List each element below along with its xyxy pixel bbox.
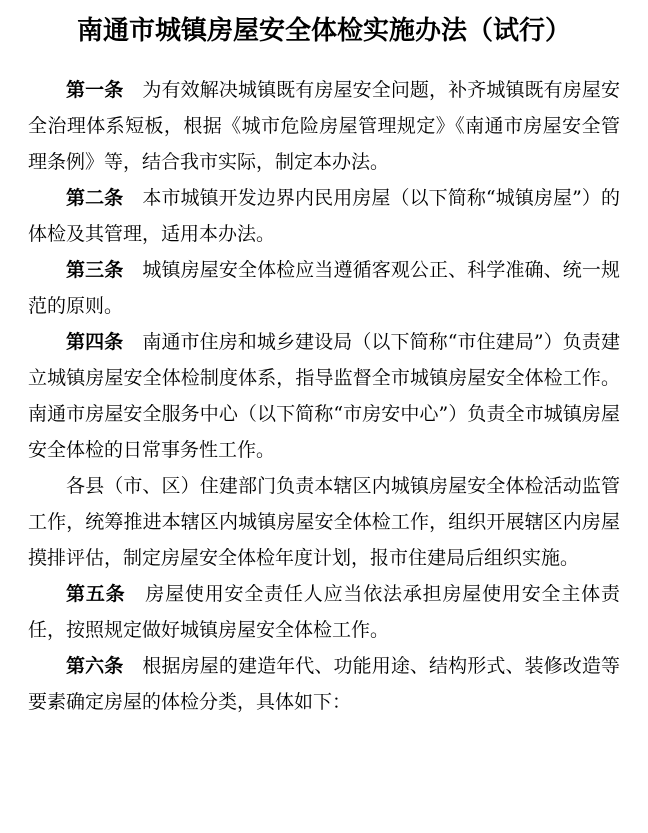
article-text-2: 本市城镇开发边界内民用房屋（以下简称“城镇房屋”）的体检及其管理，适用本办法。	[28, 187, 620, 245]
article-text-6: 房屋使用安全责任人应当依法承担房屋使用安全主体责任，按照规定做好城镇房屋安全体检工作。	[28, 583, 620, 641]
article-text-7: 根据房屋的建造年代、功能用途、结构形式、装修改造等要素确定房屋的体检分类，具体如下：	[28, 655, 620, 713]
paragraph-1	[28, 72, 620, 180]
paragraph-5	[28, 468, 620, 576]
paragraph-4	[28, 324, 620, 468]
article-label-4: 第四条	[66, 331, 124, 353]
article-text-5: 各县（市、区）住建部门负责本辖区内城镇房屋安全体检活动监管工作，统筹推进本辖区内城镇房屋安全体检工作，组织开展辖区内房屋摸排评估，制定房屋安全体检年度计划，报市住建局后组织实施。	[28, 475, 620, 569]
article-text-3: 城镇房屋安全体检应当遵循客观公正、科学准确、统一规范的原则。	[28, 259, 620, 317]
document-body	[28, 72, 620, 720]
article-label-3: 第三条	[66, 259, 124, 281]
paragraph-2	[28, 180, 620, 252]
paragraph-7	[28, 648, 620, 720]
article-label-6: 第五条	[66, 583, 126, 605]
article-text-4: 南通市住房和城乡建设局（以下简称“市住建局”）负责建立城镇房屋安全体检制度体系，指导监督全市城镇房屋安全体检工作。南通市房屋安全服务中心（以下简称“市房安中心”）负责全市城镇房屋安全体检的日常事务性工作。	[28, 331, 620, 461]
article-label-2: 第二条	[66, 187, 124, 209]
paragraph-6	[28, 576, 620, 648]
article-label-1: 第一条	[66, 79, 124, 101]
paragraph-3	[28, 252, 620, 324]
page-title: 南通市城镇房屋安全体检实施办法（试行）	[76, 16, 571, 46]
article-text-1: 为有效解决城镇既有房屋安全问题，补齐城镇既有房屋安全治理体系短板，根据《城市危险房屋管理规定》《南通市房屋安全管理条例》等，结合我市实际，制定本办法。	[28, 79, 620, 173]
article-label-7: 第六条	[66, 655, 124, 677]
